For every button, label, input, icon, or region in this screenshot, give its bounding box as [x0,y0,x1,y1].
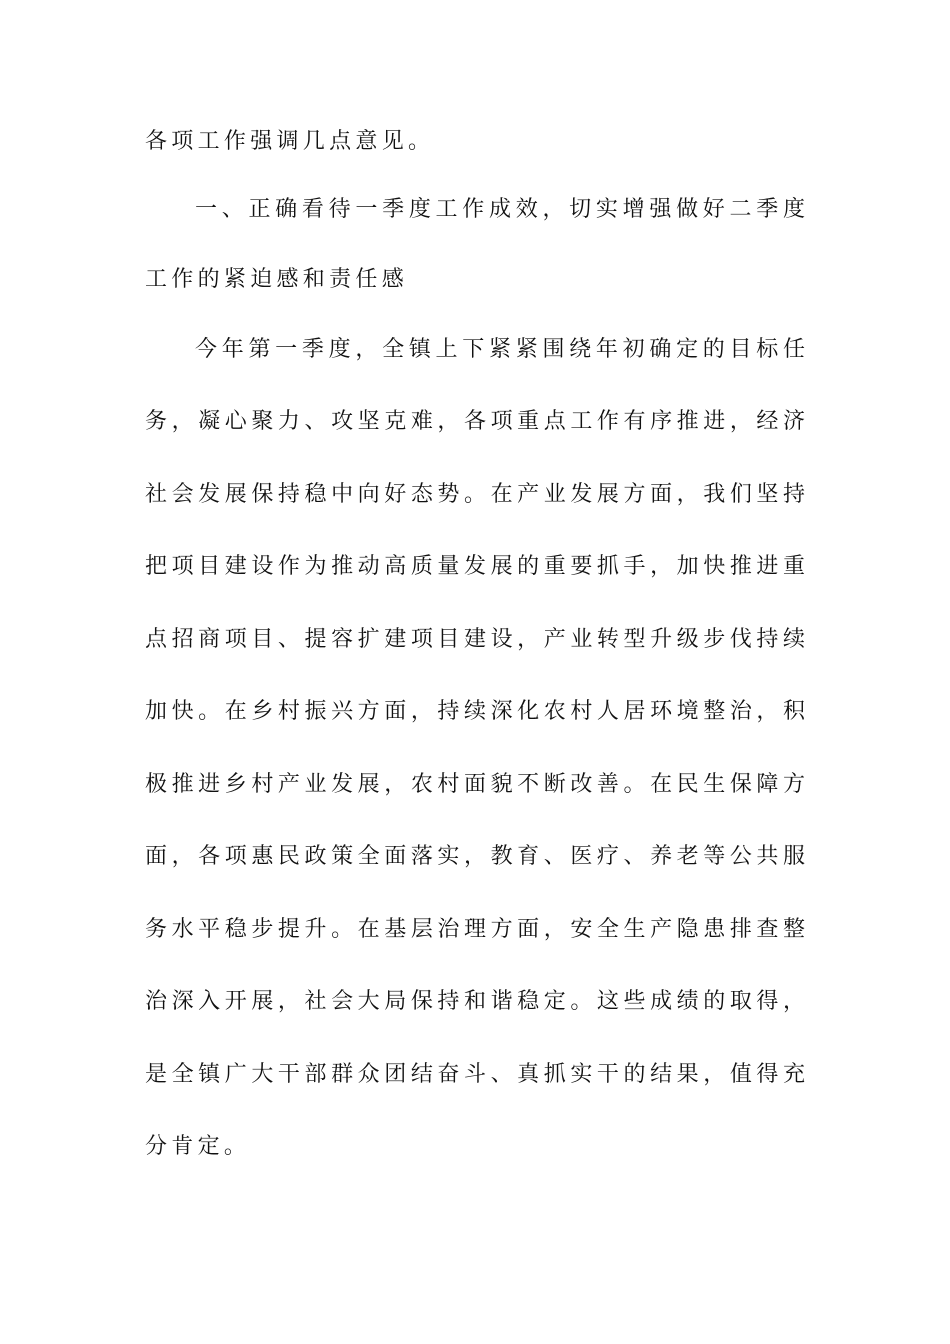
paragraph-line: 极推进乡村产业发展，农村面貌不断改善。在民生保障方 [145,772,805,797]
paragraph-line: 务，凝心聚力、攻坚克难，各项重点工作有序推进，经济 [145,409,805,434]
paragraph-line: 分肯定。 [145,1134,251,1159]
section-heading-line: 工作的紧迫感和责任感 [145,267,409,292]
paragraph-line: 今年第一季度，全镇上下紧紧围绕年初确定的目标任 [195,337,805,362]
paragraph-line: 治深入开展，社会大局保持和谐稳定。这些成绩的取得， [145,989,805,1014]
paragraph-line: 各项工作强调几点意见。 [145,129,435,154]
paragraph-line: 面，各项惠民政策全面落实，教育、医疗、养老等公共服 [145,844,805,869]
paragraph-line: 务水平稳步提升。在基层治理方面，安全生产隐患排查整 [145,917,805,942]
paragraph-line: 社会发展保持稳中向好态势。在产业发展方面，我们坚持 [145,482,805,507]
paragraph-line: 是全镇广大干部群众团结奋斗、真抓实干的结果，值得充 [145,1062,805,1087]
section-heading-line: 一、正确看待一季度工作成效，切实增强做好二季度 [195,197,805,222]
paragraph-line: 把项目建设作为推动高质量发展的重要抓手，加快推进重 [145,554,805,579]
paragraph-line: 点招商项目、提容扩建项目建设，产业转型升级步伐持续 [145,627,805,652]
paragraph-line: 加快。在乡村振兴方面，持续深化农村人居环境整治，积 [145,699,805,724]
